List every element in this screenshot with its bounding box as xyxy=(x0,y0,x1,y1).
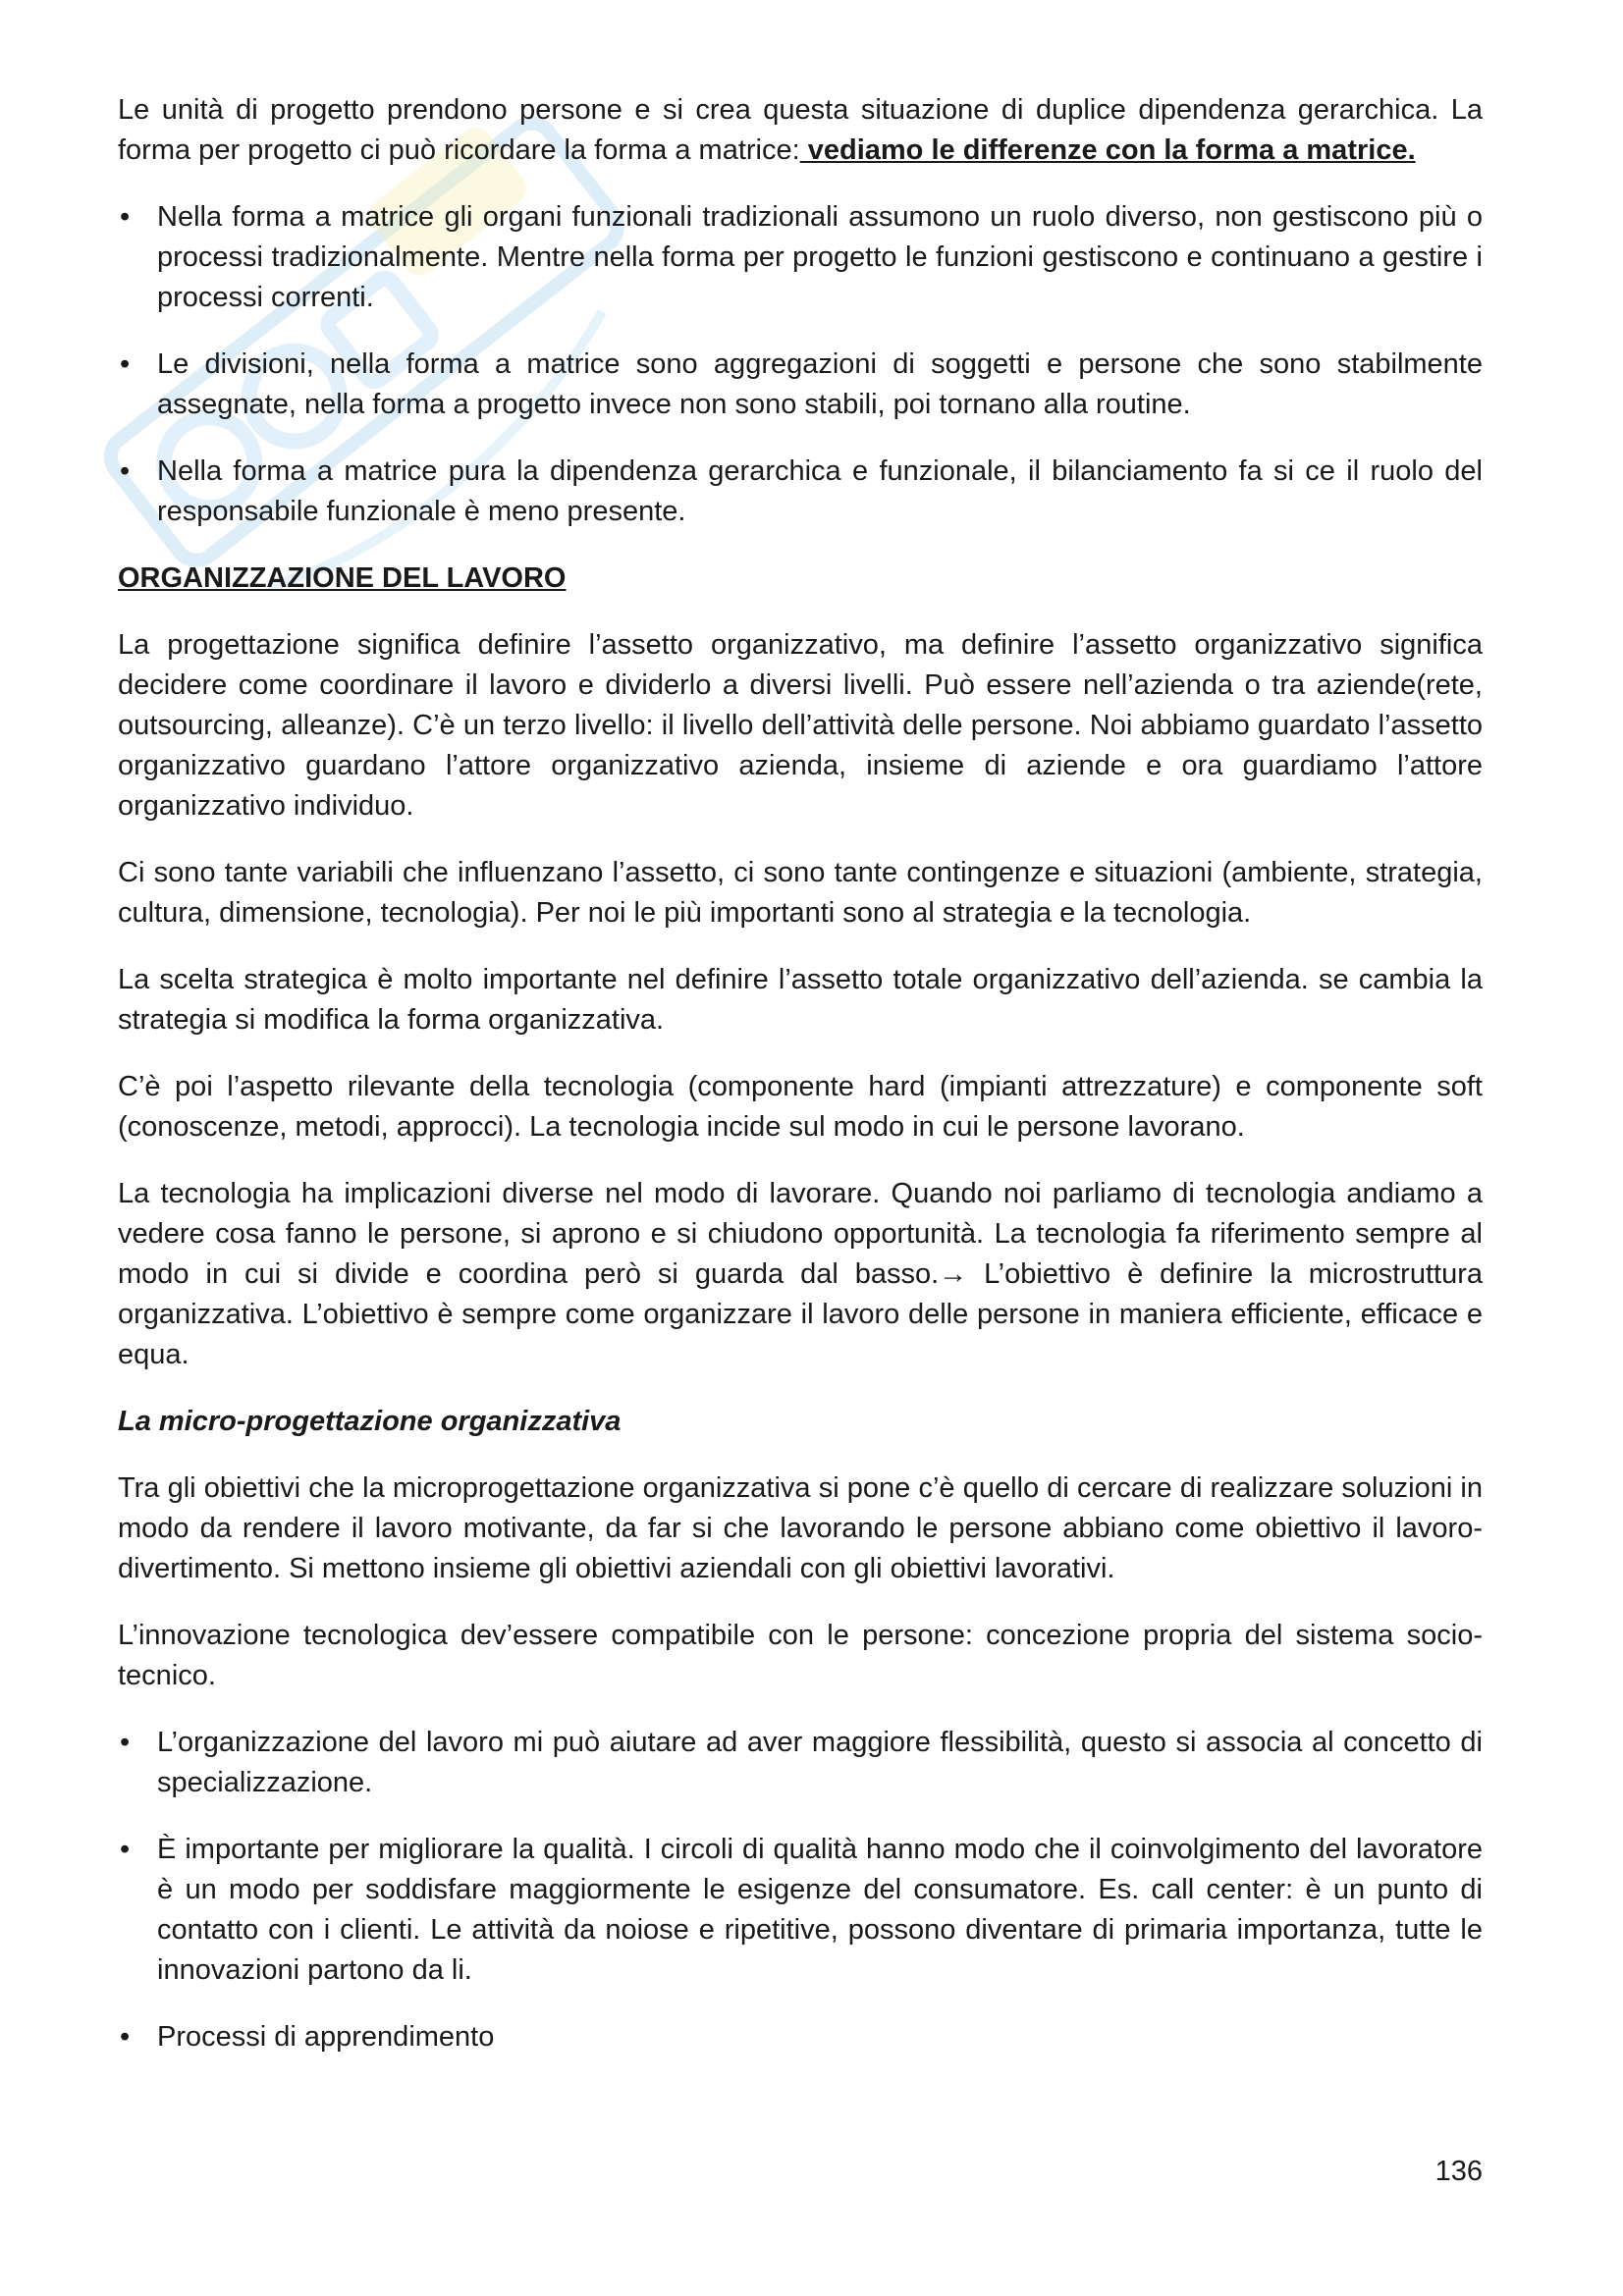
list-item: • È importante per migliorare la qualità. I circoli di qualità hanno modo che il coinvolgimento del lavoratore è un modo per soddisfare maggiormente le esigenze del consumatore. Es. call center: è un punto di contatto con i clienti. Le attività da noiose e ripetitive, possono diventare di primaria importanza, tutte le innovazioni partono da li. xyxy=(118,1830,1483,1991)
differences-list xyxy=(118,197,1483,532)
list-item: • Le divisioni, nella forma a matrice sono aggregazioni di soggetti e persone che sono stabilmente assegnate, nella forma a progetto invece non sono stabili, poi tornano alla routine. xyxy=(118,345,1483,425)
list-item: • Nella forma a matrice pura la dipendenza gerarchica e funzionale, il bilanciamento fa si ce il ruolo del responsabile funzionale è meno presente. xyxy=(118,452,1483,532)
paragraph: La scelta strategica è molto importante nel definire l’assetto totale organizzativo dell’azienda. se cambia la strategia si modifica la forma organizzativa. xyxy=(118,964,1483,1036)
intro-emphasis: vediamo le differenze con la forma a matrice. xyxy=(799,134,1416,166)
subsection-heading: La micro-progettazione organizzativa xyxy=(118,1406,622,1437)
paragraph: Tra gli obiettivi che la microprogettazione organizzativa si pone c’è quello di cercare di realizzare soluzioni in modo da rendere il lavoro motivante, da far si che lavorando le persone abbiano come obiettivo il lavoro- divertimento. Si mettono insieme gli obiettivi aziendali con gli obiettivi lavorativi. xyxy=(118,1472,1483,1584)
paragraph: Ci sono tante variabili che influenzano l’assetto, ci sono tante contingenze e situazioni (ambiente, strategia, cultura, dimensione, tecnologia). Per noi le più importanti sono al strategia e la tecnologia. xyxy=(118,857,1483,929)
intro-text: Le unità di progetto prendono persone e si crea questa situazione di duplice dipendenza gerarchica. La forma per progetto ci può ricordare la forma a matrice: xyxy=(118,94,1483,166)
paragraph: C’è poi l’aspetto rilevante della tecnologia (componente hard (impianti attrezzature) e componente soft (conoscenze, metodi, approcci). La tecnologia incide sul modo in cui le persone lavorano. xyxy=(118,1071,1483,1143)
list-item: • Processi di apprendimento xyxy=(118,2017,1483,2057)
paragraph: La progettazione significa definire l’assetto organizzativo, ma definire l’assetto organizzativo significa decidere come coordinare il lavoro e dividerlo a diversi livelli. Può essere nell’azienda o tra aziende(rete, outsourcing, alleanze). C’è un terzo livello: il livello dell’attività delle persone. Noi abbiamo guardato l’assetto organizzativo guardano l’attore organizzativo azienda, insieme di aziende e ora guardiamo l’attore organizzativo individuo. xyxy=(118,629,1483,822)
micro-bullets-list xyxy=(118,1723,1483,2057)
section-heading: ORGANIZZAZIONE DEL LAVORO xyxy=(118,562,567,594)
list-item: • L’organizzazione del lavoro mi può aiutare ad aver maggiore flessibilità, questo si associa al concetto di specializzazione. xyxy=(118,1723,1483,1803)
intro-paragraph xyxy=(118,90,1483,171)
document-page xyxy=(118,90,1483,2084)
paragraph: L’innovazione tecnologica dev’essere compatibile con le persone: concezione propria del sistema socio- tecnico. xyxy=(118,1620,1483,1691)
page-number: 136 xyxy=(1434,2156,1483,2187)
list-item: • Nella forma a matrice gli organi funzionali tradizionali assumono un ruolo diverso, non gestiscono più o processi tradizionalmente. Mentre nella forma per progetto le funzioni gestiscono e continuano a gestire i processi correnti. xyxy=(118,197,1483,318)
paragraph: La tecnologia ha implicazioni diverse nel modo di lavorare. Quando noi parliamo di tecnologia andiamo a vedere cosa fanno le persone, si aprono e si chiudono opportunità. La tecnologia fa riferimento sempre al modo in cui si divide e coordina però si guarda dal basso.→ L’obiettivo è definire la microstruttura organizzativa. L’obiettivo è sempre come organizzare il lavoro delle persone in maniera efficiente, efficace e equa. xyxy=(118,1178,1483,1370)
